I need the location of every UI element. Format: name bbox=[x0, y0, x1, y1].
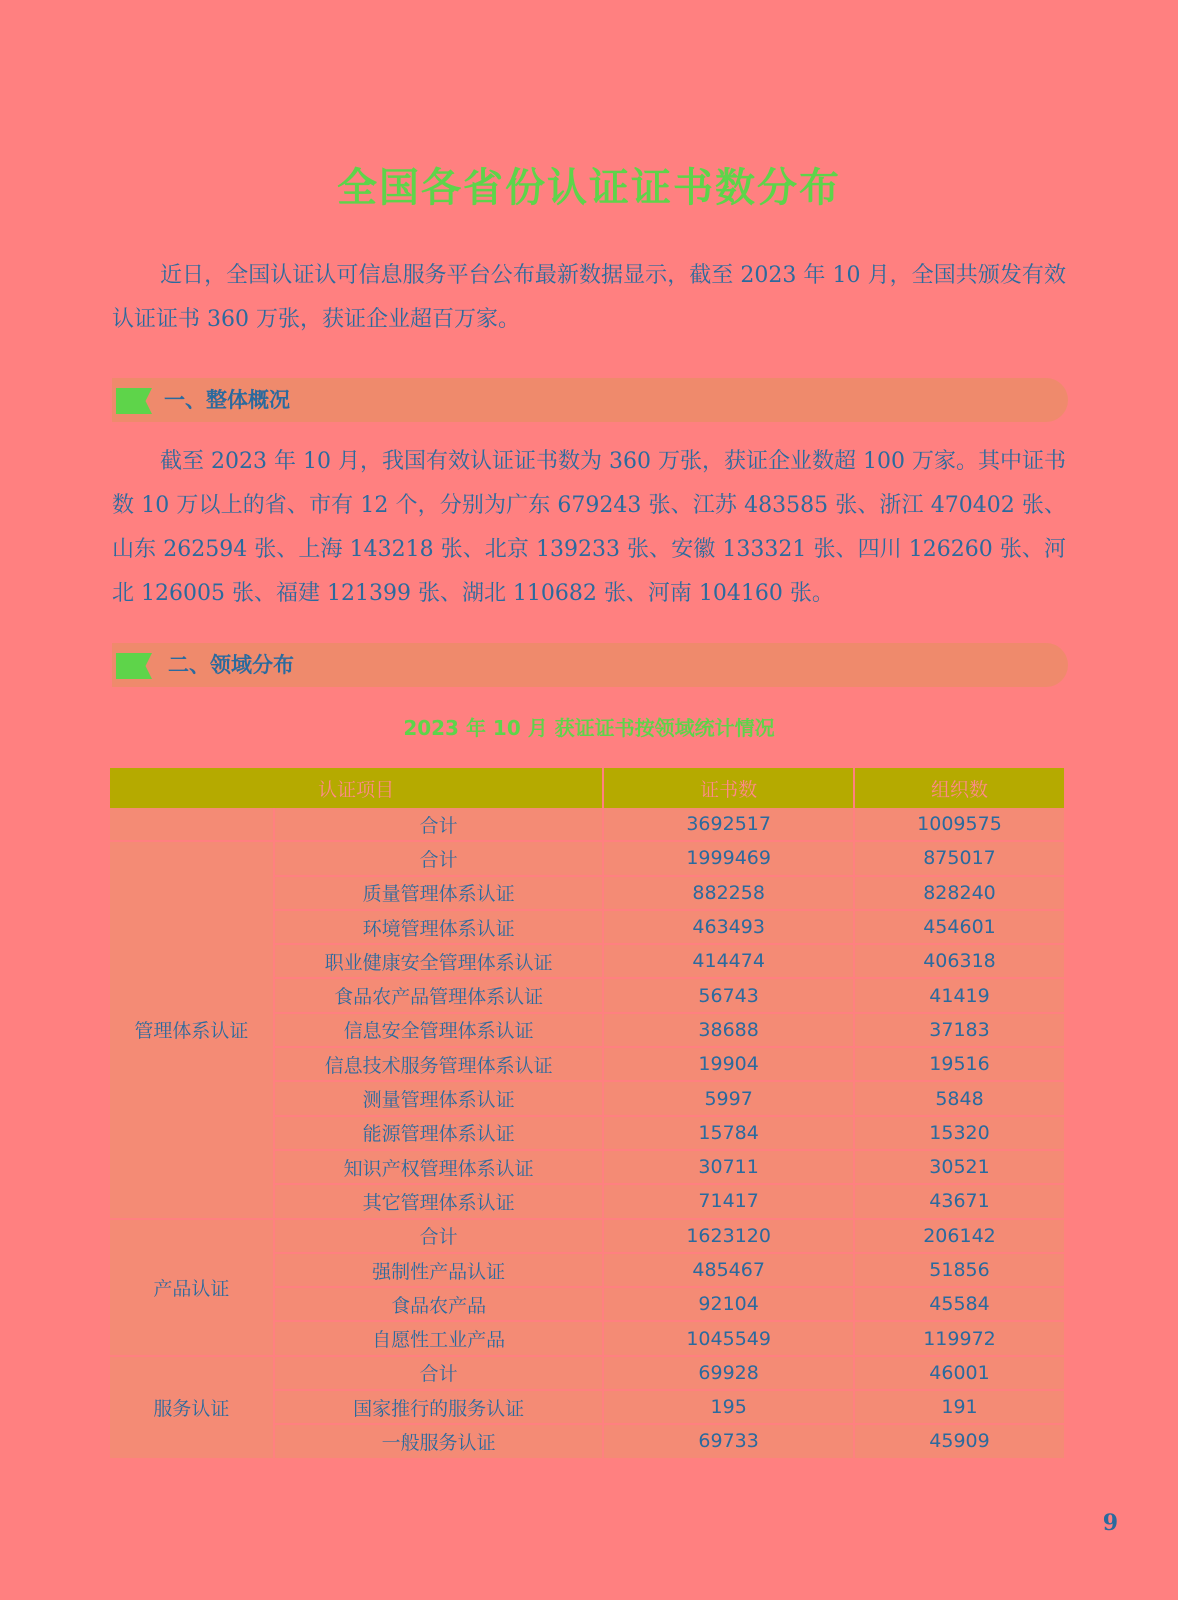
orgs-cell: 5848 bbox=[854, 1081, 1064, 1115]
orgs-cell: 41419 bbox=[854, 978, 1064, 1012]
orgs-cell: 875017 bbox=[854, 841, 1064, 875]
certs-cell: 414474 bbox=[603, 944, 854, 978]
orgs-cell: 43671 bbox=[854, 1184, 1064, 1218]
category-cell: 管理体系认证 bbox=[110, 841, 274, 1218]
certs-cell: 1999469 bbox=[603, 841, 854, 875]
orgs-cell: 15320 bbox=[854, 1116, 1064, 1150]
certs-cell: 1623120 bbox=[603, 1219, 854, 1253]
item-cell: 测量管理体系认证 bbox=[274, 1081, 604, 1115]
orgs-cell: 51856 bbox=[854, 1253, 1064, 1287]
orgs-cell: 46001 bbox=[854, 1356, 1064, 1390]
item-cell: 能源管理体系认证 bbox=[274, 1116, 604, 1150]
item-cell: 食品农产品管理体系认证 bbox=[274, 978, 604, 1012]
certs-cell: 195 bbox=[603, 1390, 854, 1424]
flag-icon bbox=[116, 653, 152, 679]
item-cell: 环境管理体系认证 bbox=[274, 910, 604, 944]
section-header-domain bbox=[112, 643, 1068, 687]
orgs-cell: 828240 bbox=[854, 876, 1064, 910]
table-row bbox=[110, 1356, 1064, 1390]
table-caption: 2023 年 10 月 获证证书按领域统计情况 bbox=[403, 716, 775, 740]
item-cell: 食品农产品 bbox=[274, 1287, 604, 1321]
certs-cell: 1045549 bbox=[603, 1321, 854, 1355]
item-cell: 信息安全管理体系认证 bbox=[274, 1013, 604, 1047]
item-cell: 合计 bbox=[274, 808, 604, 841]
certification-table bbox=[110, 768, 1064, 1460]
orgs-cell: 37183 bbox=[854, 1013, 1064, 1047]
orgs-cell: 406318 bbox=[854, 944, 1064, 978]
header-certs: 证书数 bbox=[603, 768, 854, 808]
orgs-cell: 191 bbox=[854, 1390, 1064, 1424]
certs-cell: 19904 bbox=[603, 1047, 854, 1081]
header-item: 认证项目 bbox=[110, 768, 603, 808]
orgs-cell: 45909 bbox=[854, 1424, 1064, 1458]
item-cell: 合计 bbox=[274, 841, 604, 875]
section-label: 一、整体概况 bbox=[164, 388, 290, 412]
page-number: 9 bbox=[1102, 1510, 1118, 1536]
certs-cell: 15784 bbox=[603, 1116, 854, 1150]
certs-cell: 5997 bbox=[603, 1081, 854, 1115]
table-row-grand-total bbox=[110, 808, 1064, 841]
table-row bbox=[110, 841, 1064, 875]
category-cell bbox=[110, 808, 274, 841]
item-cell: 合计 bbox=[274, 1356, 604, 1390]
section-label: 二、领域分布 bbox=[168, 653, 294, 677]
certs-cell: 69733 bbox=[603, 1424, 854, 1458]
orgs-cell: 19516 bbox=[854, 1047, 1064, 1081]
section-header-overview bbox=[112, 378, 1068, 422]
certs-cell: 92104 bbox=[603, 1287, 854, 1321]
category-cell: 产品认证 bbox=[110, 1219, 274, 1356]
item-cell: 其它管理体系认证 bbox=[274, 1184, 604, 1218]
table-row bbox=[110, 1219, 1064, 1253]
category-cell: 服务认证 bbox=[110, 1356, 274, 1459]
table-header-row bbox=[110, 768, 1064, 808]
item-cell: 职业健康安全管理体系认证 bbox=[274, 944, 604, 978]
flag-icon bbox=[116, 388, 152, 414]
page-title: 全国各省份认证证书数分布 bbox=[337, 165, 841, 211]
certs-cell: 38688 bbox=[603, 1013, 854, 1047]
item-cell: 国家推行的服务认证 bbox=[274, 1390, 604, 1424]
item-cell: 信息技术服务管理体系认证 bbox=[274, 1047, 604, 1081]
certs-cell: 485467 bbox=[603, 1253, 854, 1287]
certs-cell: 56743 bbox=[603, 978, 854, 1012]
certs-cell: 30711 bbox=[603, 1150, 854, 1184]
intro-paragraph: 近日，全国认证认可信息服务平台公布最新数据显示，截至 2023 年 10 月，全国共颁发有效认证证书 360 万张，获证企业超百万家。 bbox=[112, 263, 1066, 332]
item-cell: 质量管理体系认证 bbox=[274, 876, 604, 910]
item-cell: 自愿性工业产品 bbox=[274, 1321, 604, 1355]
certs-cell: 69928 bbox=[603, 1356, 854, 1390]
certs-cell: 3692517 bbox=[603, 808, 854, 841]
item-cell: 强制性产品认证 bbox=[274, 1253, 604, 1287]
orgs-cell: 1009575 bbox=[854, 808, 1064, 841]
item-cell: 知识产权管理体系认证 bbox=[274, 1150, 604, 1184]
certs-cell: 71417 bbox=[603, 1184, 854, 1218]
orgs-cell: 454601 bbox=[854, 910, 1064, 944]
item-cell: 合计 bbox=[274, 1219, 604, 1253]
item-cell: 一般服务认证 bbox=[274, 1424, 604, 1458]
orgs-cell: 30521 bbox=[854, 1150, 1064, 1184]
certs-cell: 882258 bbox=[603, 876, 854, 910]
orgs-cell: 45584 bbox=[854, 1287, 1064, 1321]
orgs-cell: 119972 bbox=[854, 1321, 1064, 1355]
header-orgs: 组织数 bbox=[854, 768, 1064, 808]
orgs-cell: 206142 bbox=[854, 1219, 1064, 1253]
overview-paragraph: 截至 2023 年 10 月，我国有效认证证书数为 360 万张，获证企业数超 100 万家。其中证书数 10 万以上的省、市有 12 个，分别为广东 679243 张、江苏 483585 张、浙江 470402 张、山东 262594 张、上海 143218 张、北京 139233 张、安徽 133321 张、四川 126260 张、河北 126005 张、福建 121399 张、湖北 110682 张、河南 104160 张。 bbox=[112, 449, 1066, 606]
certs-cell: 463493 bbox=[603, 910, 854, 944]
